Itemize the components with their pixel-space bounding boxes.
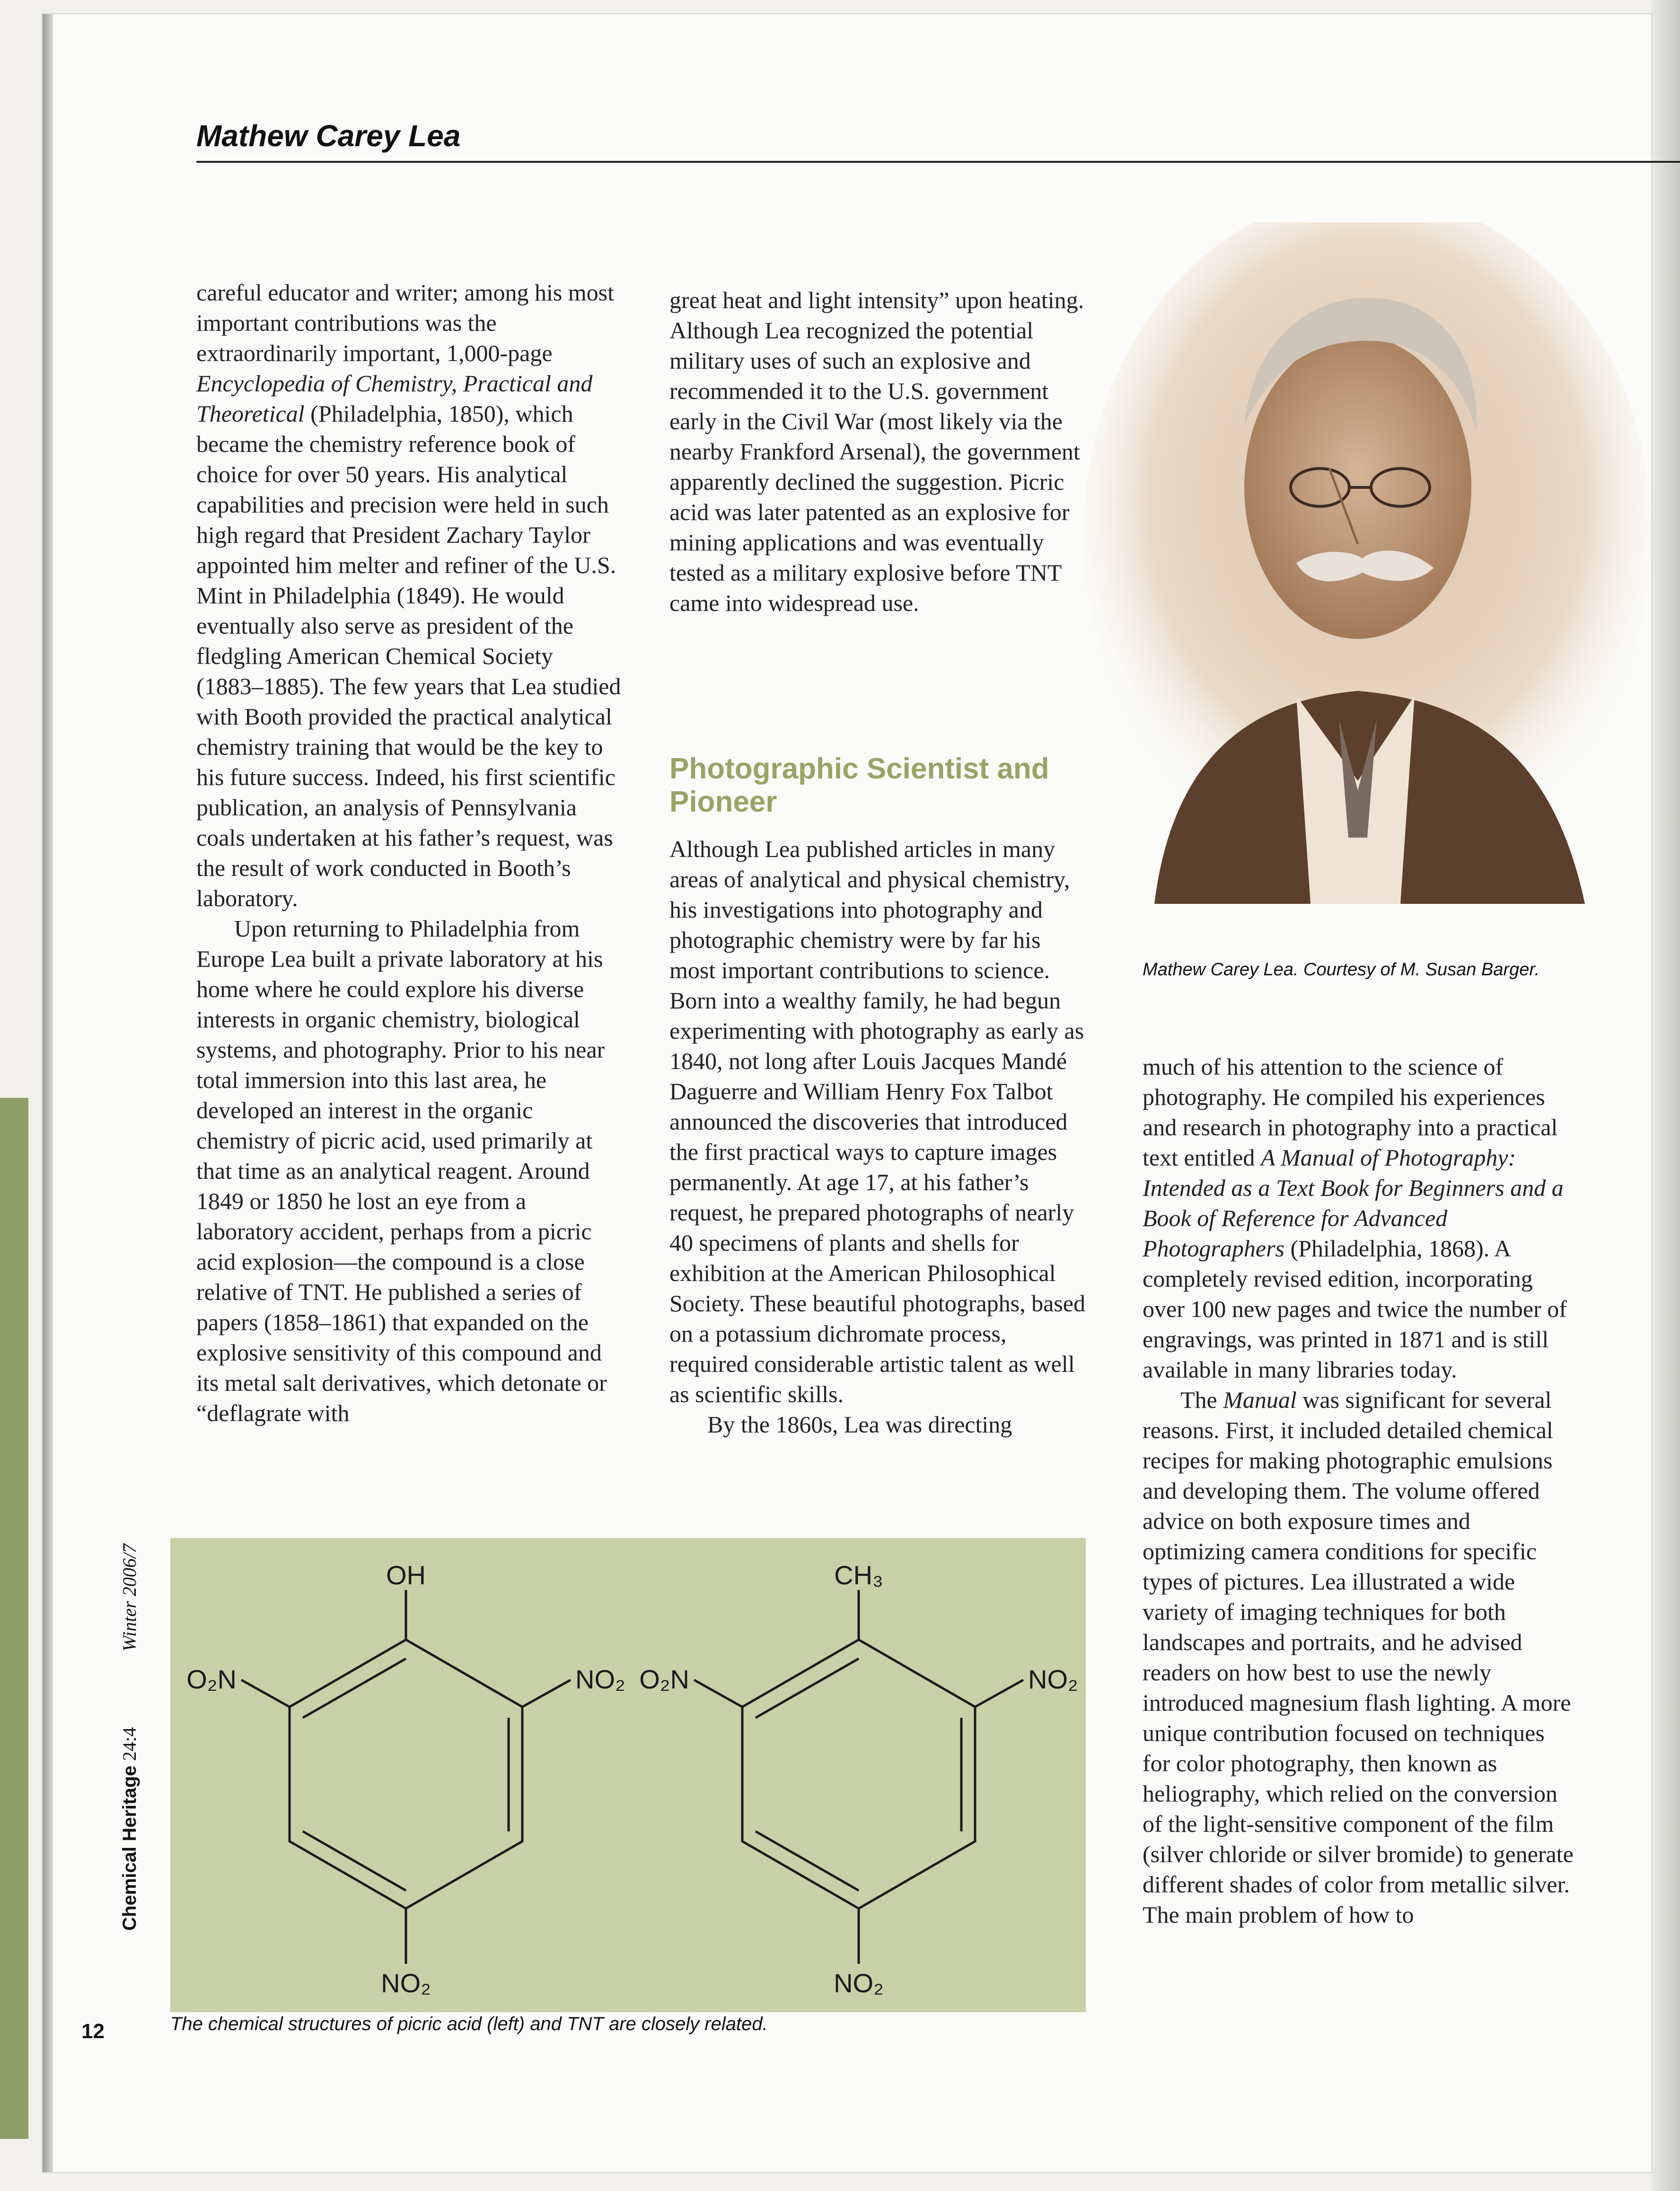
vertical-footer bbox=[118, 1544, 141, 1931]
col3-paragraph-1: much of his attention to the science of photography. He compiled his experiences and research in photography into a practical text entitled A Manual of Photography: Intended as a Text Book for Beginners and a Book of Reference for Advanced Photographers (Philadelphia, 1868). A completely revised edition, incorporating over 100 new pages and twice the number of engravings, was printed in 1871 and is still available in many libraries today. bbox=[1143, 1053, 1567, 1383]
tnt-right-group: NO₂ bbox=[1028, 1664, 1078, 1694]
structure-diagram bbox=[170, 1538, 1086, 2012]
running-header: Mathew Carey Lea bbox=[196, 119, 461, 153]
journal-issue: 24:4 bbox=[119, 1727, 140, 1766]
tnt-top-group: CH₃ bbox=[834, 1560, 883, 1590]
tnt-left-group: O₂N bbox=[639, 1664, 689, 1694]
col2-paragraph-1: great heat and light intensity” upon heating. Although Lea recognized the potential military uses of such an explosive and recommended it to the U.S. government early in the Civil War (most likely via the nearby Frankford Arsenal), the government apparently declined the suggestion. Picric acid was later patented as an explosive for mining applications and was eventually tested as a military explosive before TNT came into widespread use. bbox=[669, 287, 1084, 616]
picric-left-group: O₂N bbox=[186, 1664, 237, 1694]
column-2 bbox=[669, 285, 1086, 618]
tnt-ring bbox=[694, 1590, 1023, 1964]
chemical-structures-figure bbox=[170, 1538, 1086, 2012]
green-tab bbox=[0, 1098, 28, 2139]
tnt-bottom-group: NO₂ bbox=[834, 1968, 884, 1998]
picric-bottom-group: NO₂ bbox=[381, 1968, 431, 1998]
col2-paragraph-2: Although Lea published articles in many areas of analytical and physical chemistry, his investigations into photography and photographic chemistry were by far his most important contributions to science. Born into a wealthy family, he had begun experimenting with photography as early as 1840, not long after Louis Jacques Mandé Daguerre and William Henry Fox Talbot announced the discoveries that introduced the first practical ways to capture images permanently. At age 17, at his father’s request, he prepared photographs of nearly 40 specimens of plants and shells for exhibition at the American Philosophical Society. These beautiful photographs, based on a potassium dichromate process, required considerable artistic talent as well as scientific skills. bbox=[669, 836, 1085, 1407]
section-subhead: Photographic Scientist and Pioneer bbox=[669, 752, 1049, 818]
figure-caption: The chemical structures of picric acid (left) and TNT are closely related. bbox=[170, 2014, 768, 2034]
header-rule bbox=[196, 161, 1680, 163]
portrait-caption: Mathew Carey Lea. Courtesy of M. Susan Barger. bbox=[1143, 960, 1540, 980]
picric-top-group: OH bbox=[386, 1560, 426, 1590]
column-2-continued bbox=[669, 834, 1086, 1440]
adjacent-page-edge bbox=[1652, 0, 1680, 2191]
portrait-photo bbox=[1074, 222, 1651, 904]
col1-paragraph-1: careful educator and writer; among his most important contributions was the extraordinarily important, 1,000-page Encyclopedia of Chemistry, Practical and Theoretical (Philadelphia, 1850), which became the chemistry reference book of choice for over 50 years. His analytical capabilities and precision were held in such high regard that President Zachary Taylor appointed him melter and refiner of the U.S. Mint in Philadelphia (1849). He would eventually also serve as president of the fledgling American Chemical Society (1883–1885). The few years that Lea studied with Booth provided the practical analytical chemistry training that would be the key to his future success. Indeed, his first scientific publication, an analysis of Pennsylvania coals undertaken at his father’s request, was the result of work conducted in Booth’s laboratory. bbox=[196, 279, 621, 911]
picric-right-group: NO₂ bbox=[575, 1664, 625, 1694]
column-3 bbox=[1143, 1051, 1578, 1930]
journal-name: Chemical Heritage bbox=[119, 1765, 140, 1931]
column-1 bbox=[196, 277, 622, 1428]
book-title: A Manual of Photography: Intended as a Text Book for Beginners and a Book of Reference for Advanced Photographers bbox=[1143, 1144, 1564, 1262]
book-title-short: Manual bbox=[1223, 1387, 1297, 1413]
page-number: 12 bbox=[81, 2020, 105, 2043]
binding-spine bbox=[43, 14, 53, 2172]
col3-paragraph-2: The Manual was significant for several reasons. First, it included detailed chemical recipes for making photographic emulsions and developing them. The volume offered advice on both exposure times and optimizing camera conditions for specific types of pictures. Lea illustrated a wide variety of imaging techniques for both landscapes and portraits, and he advised readers on how best to use the newly introduced magnesium flash lighting. A more unique contribution focused on techniques for color photography, then known as heliography, which relied on the conversion of the light-sensitive component of the film (silver chloride or silver bromide) to generate different shades of color from metallic silver. The main problem of how to bbox=[1143, 1387, 1574, 1928]
picric-acid-ring bbox=[241, 1590, 571, 1964]
book-title: Encyclopedia of Chemistry, Practical and Theoretical bbox=[196, 370, 593, 427]
col1-paragraph-2: Upon returning to Philadelphia from Europe Lea built a private laboratory at his home where he could explore his diverse interests in organic chemistry, biological systems, and photography. Prior to his near total immersion into this last area, he developed an interest in the organic chemistry of picric acid, used primarily at that time as an analytical reagent. Around 1849 or 1850 he lost an eye from a laboratory accident, perhaps from a picric acid explosion—the compound is a close relative of TNT. He published a series of papers (1858–1861) that expanded on the explosive sensitivity of this compound and its metal salt derivatives, which detonate or “deflagrate with bbox=[196, 915, 607, 1426]
col2-paragraph-3: By the 1860s, Lea was directing bbox=[707, 1411, 1012, 1438]
journal-season: Winter 2006/7 bbox=[119, 1544, 140, 1652]
